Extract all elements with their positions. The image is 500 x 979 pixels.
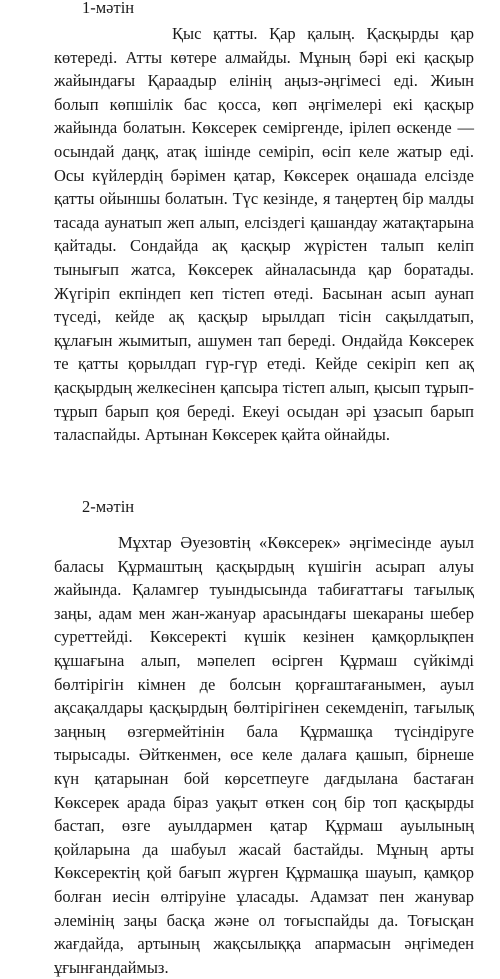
text-2-body: Мұхтар Әуезовтің «Көксерек» әңгімесінде ауыл баласы Құрмаштың қасқырдың күшігін асырап алуы жайында. Қаламгер туындысында табиғаттағы тағылық заңы, адам мен жан-жануар арасындағы шекараны шебер суреттейді. Көксеректі күшік кезінен қамқорлықпен құшағына алып, мәпелеп өсірген Құрмаш сүйкімді бөлтірігін кімнен де болсын қорғаштағанымен, ауыл ақсақалдары қасқырдың бөлтірігінен секемденіп, тағылық заңның өзгермейтінін бала Құрмашқа түсіндіруге тырысады. Әйткенмен, өсе келе далаға қашып, бірнеше күн қатарынан бой көрсетпеуге дағдылана бастаған Көксерек арада біраз уақыт өткен соң бір топ қасқырды бастап, өзге ауылдармен қатар Құрмаш ауылының қойларына да шабуыл жасай бастайды. Мұның арты Көксеректің қой бағып жүрген Құрмашқа шауып, қамқор болған иесін өлтіруіне ұласады. Адамзат пен жанувар әлемінің заңы басқа және ол тоғыспайды да. Тоғысқан жағдайда, артының жақсылыққа апармасын әңгімеден ұғынғандаймыз. (54, 533, 474, 977)
text-1-heading: 1-мәтін (82, 0, 135, 17)
text-1-body: Қыс қатты. Қар қалың. Қасқырды қар көтереді. Атты көтере алмайды. Мұның бәрі екі қасқыр жайындағы Қараадыр елінің аңыз-әңгімесі еді. Жиын болып көпшілік бас қосса, көп әңгімелері екі қасқыр жайында болатын. Көксерек семіргенде, ірілеп өскенде — осындай даңқ, атақ ішінде семіріп, өсіп келе жатыр еді. Осы күйлердің бәрімен қатар, Көксерек оңашада елсізде қатты ойыншы болатын. Түс кезінде, я таңертең бір малды тасада аунатып жеп алып, елсіздегі қашандау жатақтарына қайтады. Сондайда ақ қасқыр жүрістен талып келіп тынығып жатса, Көксерек айналасында қар боратады. Жүгіріп екпіндеп кеп тістеп өтеді. Басынан асып аунап түседі, кейде ақ қасқыр ырылдап тісін сақылдатып, құлағын жымитып, ашумен тап береді. Ондайда Көксерек те қатты қорылдап гүр-гүр етеді. Кейде секіріп кеп ақ қасқырдың желкесінен қапсыра тістеп алып, қысып тұрып-тұрып барып қоя береді. Екеуі осыдан әрі ұзасып барып таласпайды. Артынан Көксерек қайта ойнайды. (54, 24, 474, 445)
text-1-section (54, 0, 474, 447)
text-2-heading: 2-мәтін (82, 497, 135, 516)
text-2-section (54, 497, 474, 979)
